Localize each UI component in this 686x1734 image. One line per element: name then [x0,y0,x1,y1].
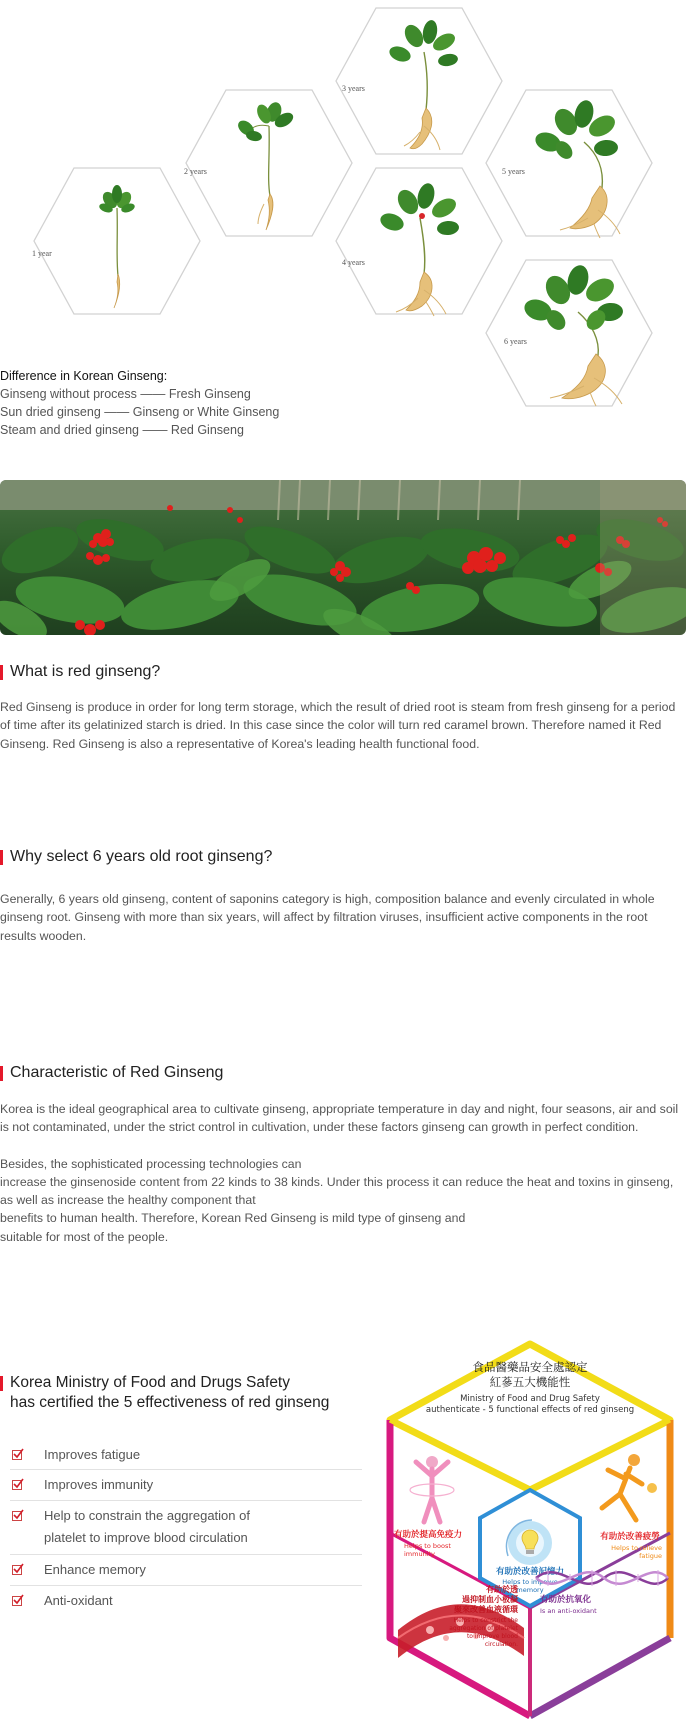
blood-cn-3: 聚來改善血液循環 [454,1605,518,1614]
paragraph: Red Ginseng is produce in order for long term storage, which the result of dried root is steam from fresh ginseng for a period of time after its gelatinized starch is dried. In this case since the color will turn red caramel brown. Therefore named it Red Ginseng. Red Ginseng is also a representative of Korea's leading health functional food. [0,700,676,751]
ginseng-plant-icon [374,14,474,154]
blood-en-3: to improve blood [466,1633,518,1640]
item-text: Anti-oxidant [44,1593,113,1608]
blood-en-2: aggregation of platelet [449,1625,518,1632]
growth-stage-2 [184,88,354,238]
growth-stage-6 [484,258,654,408]
list-item [10,1470,362,1501]
ginseng-difference-list [0,367,279,439]
immunity-en-1: Helps to boost [404,1542,451,1550]
checkbox-checked-icon [12,1478,24,1490]
checkbox-checked-icon [12,1509,24,1521]
section-title-what: What is red ginseng? [0,662,160,682]
blood-en-4: circulation. [484,1641,518,1648]
item-text-line: Help to constrain the aggregation of [44,1508,250,1523]
paragraph-line: benefits to human health. Therefore, Korean Red Ginseng is mild type of ginseng and [0,1211,466,1226]
memory-en-2: memory [516,1586,544,1594]
paragraph-line: increase the ginsenoside content from 22 kinds to 38 kinds. Under this process it can reduce the heat and toxins in ginseng, as well as increase the healthy component that [0,1174,674,1208]
section-title-ministry [0,1373,329,1413]
difference-line: Ginseng without process —— Fresh Ginseng [0,387,251,401]
list-item [10,1440,362,1470]
title-line: Korea Ministry of Food and Drugs Safety [10,1374,290,1391]
growth-stage-4 [334,166,504,316]
fatigue-en-2: fatigue [639,1552,662,1560]
item-text: Enhance memory [44,1562,146,1577]
growth-stage-5 [484,88,654,238]
runner-icon [602,1454,657,1520]
growth-stage-3 [334,6,504,156]
ginseng-plant-icon [512,264,642,406]
oxidant-en: Is an anti-oxidant [540,1607,597,1615]
paragraph-line: suitable for most of the people. [0,1229,169,1244]
blood-en-1: Helps to constrict the [453,1617,518,1624]
paragraph-line: Besides, the sophisticated processing technologies can [0,1156,302,1171]
checkbox-checked-icon [12,1448,24,1460]
effectiveness-checklist [10,1440,362,1616]
stage-label: 2 years [184,167,207,176]
difference-line: Steam and dried ginseng —— Red Ginseng [0,423,244,437]
ginseng-field-illustration [0,480,686,635]
item-text: Improves fatigue [44,1447,141,1462]
badge-title-en-2: authenticate - 5 functional effects of red ginseng [425,1405,635,1415]
list-item [10,1586,362,1616]
ginseng-plant-icon [514,98,634,238]
blood-cn-2: 過抑制血小板凝 [462,1595,518,1604]
memory-en-1: Helps to improve [502,1578,558,1586]
badge-title-cn-1: 食品醫藥品安全處認定 [472,1360,588,1374]
stage-label: 1 year [32,249,52,258]
item-text: Improves immunity [44,1477,154,1492]
stage-label: 5 years [502,167,525,176]
immunity-en-2: immunity [404,1550,435,1558]
fatigue-cn: 有助於改善疲勞 [600,1532,660,1542]
checkbox-checked-icon [12,1563,24,1575]
ginseng-plant-icon [366,178,476,316]
fatigue-en-1: Helps to relieve [611,1544,662,1552]
title-line: has certified the 5 effectiveness of red ginseng [10,1394,330,1411]
section-title-characteristic: Characteristic of Red Ginseng [0,1063,223,1083]
five-effects-hexagon [380,1338,680,1722]
difference-line: Sun dried ginseng —— Ginseng or White Ginseng [0,405,280,419]
ginseng-plant-icon [224,98,314,233]
ginseng-plant-icon [82,186,152,311]
paragraph: Generally, 6 years old ginseng, content of saponins category is high, composition balance and evenly circulated in whole ginseng root. Ginseng with more than six years, will affect by filtration viruses, insufficient active components in the root results wooden. [0,892,655,943]
immunity-cn: 有助於提高免疫力 [393,1530,463,1540]
five-effects-badge [380,1338,680,1722]
checkbox-checked-icon [12,1594,24,1606]
section-title-why: Why select 6 years old root ginseng? [0,847,272,867]
list-item [10,1555,362,1586]
paragraph [0,1155,684,1246]
section-body-what [0,698,684,753]
list-item [10,1501,362,1555]
item-text-line: platelet to improve blood circulation [44,1530,248,1545]
badge-title-cn-2: 紅蔘五大機能性 [489,1375,571,1389]
growth-stage-1 [32,166,202,316]
stage-label: 3 years [342,84,365,93]
badge-title-en-1: Ministry of Food and Drug Safety [460,1394,600,1404]
stage-label: 6 years [504,337,527,346]
paragraph: Korea is the ideal geographical area to cultivate ginseng, appropriate temperature in day and night, four seasons, air and soil is not contaminated, under the strict control in cultivation, under these factors ginseng can growth in perfect condition. [0,1102,679,1135]
immunity-figure-icon [410,1456,454,1522]
oxidant-cn: 有助於抗氧化 [540,1595,592,1605]
memory-cn: 有助於改善記憶力 [495,1567,565,1577]
stage-label: 4 years [342,258,365,267]
section-body-characteristic [0,1100,684,1246]
section-body-why [0,890,684,945]
difference-title: Difference in Korean Ginseng: [0,369,168,383]
blood-cn-1: 有助於透 [486,1585,518,1594]
ginseng-field-photo [0,480,686,635]
